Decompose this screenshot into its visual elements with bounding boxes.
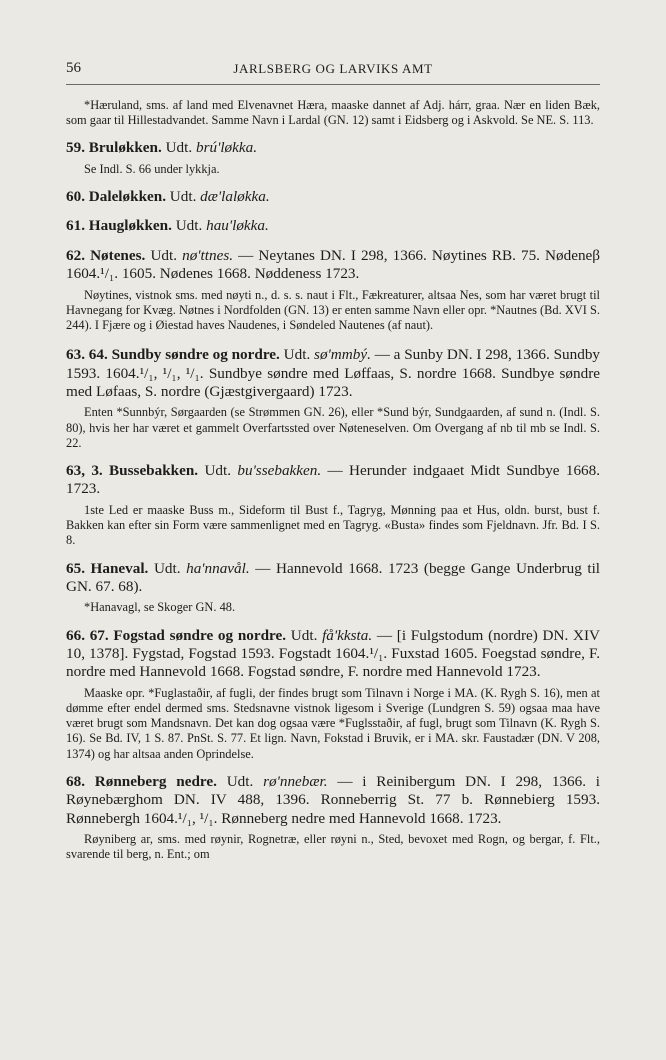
entry-63-64 (66, 346, 600, 401)
note-66-67: Maaske opr. *Fuglastaðir, af fugli, der findes brugt som Tilnavn i Norge i MA. (K. Rygh S. 16), men at dømme efter endel dermed sms. Stedsnavne vistnok ligesom i Sverige (Lundgren S. 59) ogsaa maa have været brugt som Mandsnavn. Det kan dog ogsaa være *Fuglsstaðir, af fugl, brugt som Tilnavn (K. Rygh S. 16). Se Bd. IV, 1 S. 87. PnSt. S. 77. Et lign. Navn, Fokstad i Bruvik, er i MA. skr. Faustadær (DN. V 208, 1374) og har altsaa anden Oprindelse. (66, 685, 600, 761)
entry-heading: 66. 67. Fogstad søndre og nordre. (66, 626, 287, 644)
entry-text: — a Sunby DN. I 298, 1366. Sundby 1593. 1604.¹/₁, ¹/₁, ¹/₁. Sundbye søndre med Løffaas, S. nordre 1668. Sundbye søndre med Løfaas, S. nordre (Gjæstgivergaard) 1723. (66, 346, 601, 401)
pronunciation: rø'nnebær. (263, 772, 328, 790)
entry-heading: 60. Daleløkken. (66, 188, 166, 206)
note-68: Røyniberg ar, sms. med røynir, Rognetræ, eller røyni n., Sted, bevoxet med Rogn, og bergar, f. Flt., svarende til berg, n. Ent.; om (66, 831, 600, 862)
entry-60 (66, 188, 600, 206)
entry-text: — Neytanes DN. I 298, 1366. Nøytines RB. 75. Nødeneβ 1604.¹/₁. 1605. Nødenes 1668. Nøddeness 1723. (66, 246, 601, 283)
pronunciation: bu'ssebakken. (237, 462, 322, 480)
entry-heading: 59. Bruløkken. (66, 139, 162, 157)
page-body (66, 98, 600, 862)
pronunciation: hau'løkka. (206, 217, 269, 235)
pronunciation: nø'ttnes. (182, 246, 234, 264)
pronunciation: brú'løkka. (195, 139, 258, 157)
udt-label: Udt. (283, 346, 311, 364)
udt-label: Udt. (175, 217, 203, 235)
note-haeruland: *Hæruland, sms. af land med Elvenavnet Hæra, maaske dannet af Adj. hárr, graa. Nær en liden Bæk, som gaar til Hillestadvandet. Samme Navn i Lardal (GN. 12) samt i Eidsberg og i Askvold. Se NE. S. 113. (66, 98, 600, 128)
note-63-3: 1ste Led er maaske Buss m., Sideform til Bust f., Tagryg, Mønning paa et Hus, oldn. burst, bust f. Bakken kan efter sin Form være sammenlignet med en Tagryg. «Busta» findes som Fjeldnavn. Jfr. Bd. I S. 8. (66, 502, 600, 548)
pronunciation: dæ'laløkka. (200, 188, 270, 206)
entry-65 (66, 560, 600, 597)
entry-heading: 61. Haugløkken. (66, 217, 172, 235)
entry-text: — i Reinibergum DN. I 298, 1366. i Røynebærghom DN. IV 488, 1396. Ronneberrig St. 77 b. Rønnebierg 1593. Rønnebergh 1604.¹/₁, ¹/₁. Rønneberg nedre med Hannevold 1668. 1723. (66, 772, 601, 827)
entry-63-3 (66, 462, 600, 499)
pronunciation: sø'mmbý. (314, 346, 371, 364)
pronunciation: ha'nnavål. (186, 559, 250, 577)
entry-heading: 68. Rønneberg nedre. (66, 772, 217, 790)
udt-label: Udt. (204, 462, 232, 480)
entry-text: — [i Fulgstodum (nordre) DN. XIV 10, 1378]. Fygstad, Fogstad 1593. Fogstadt 1604.¹/₁. Fuxstad 1605. Foegstad søndre, F. nordre med Hannevold 1668. Fogstad søndre, F. nordre med Hannevold 1723. (66, 626, 600, 681)
note-62: Nøytines, vistnok sms. med nøyti n., d. s. s. naut i Flt., Fækreaturer, altsaa Nes, som har været brugt til Havnegang for Kvæg. Nøtnes i Nordfolden (GN. 13) er enten samme Navn eller opr. *Nautnes (Bd. XVI S. 244). I Fjære og i Øiestad haves Naudenes, i Søndeled Nautenes (af naut). (66, 287, 600, 333)
page-header (66, 60, 600, 85)
entry-59 (66, 139, 600, 157)
udt-label: Udt. (153, 559, 181, 577)
udt-label: Udt. (169, 188, 197, 206)
page-number: 56 (66, 60, 81, 76)
entry-61 (66, 217, 600, 235)
entry-heading: 63. 64. Sundby søndre og nordre. (66, 346, 280, 364)
udt-label: Udt. (290, 626, 318, 644)
udt-label: Udt. (150, 246, 178, 264)
entry-text: — Hannevold 1668. 1723 (begge Gange Underbrug til GN. 67. 68). (66, 559, 601, 595)
note-65: *Hanavagl, se Skoger GN. 48. (84, 600, 236, 615)
entry-66-67 (66, 627, 600, 682)
entry-heading: 63, 3. Bussebakken. (66, 462, 199, 480)
entry-68 (66, 773, 600, 828)
entry-heading: 65. Haneval. (66, 559, 149, 577)
entry-62 (66, 247, 600, 284)
udt-label: Udt. (226, 772, 254, 790)
udt-label: Udt. (165, 139, 193, 157)
entry-heading: 62. Nøtenes. (66, 246, 146, 264)
note-63-64: Enten *Sunnbýr, Sørgaarden (se Strømmen GN. 26), eller *Sund býr, Sundgaarden, af sund n. (Indl. S. 80), hvis her har været et gammelt Overfartssted over Nøteneselven. Om Overgang af nb til mb se Indl. S. 22. (66, 405, 600, 450)
pronunciation: få'kksta. (322, 626, 373, 644)
note-59: Se Indl. S. 66 under lykkja. (84, 161, 220, 176)
entry-text: — Herunder indgaaet Midt Sundbye 1668. 1723. (66, 462, 601, 498)
running-title: JARLSBERG OG LARVIKS AMT (233, 61, 433, 76)
